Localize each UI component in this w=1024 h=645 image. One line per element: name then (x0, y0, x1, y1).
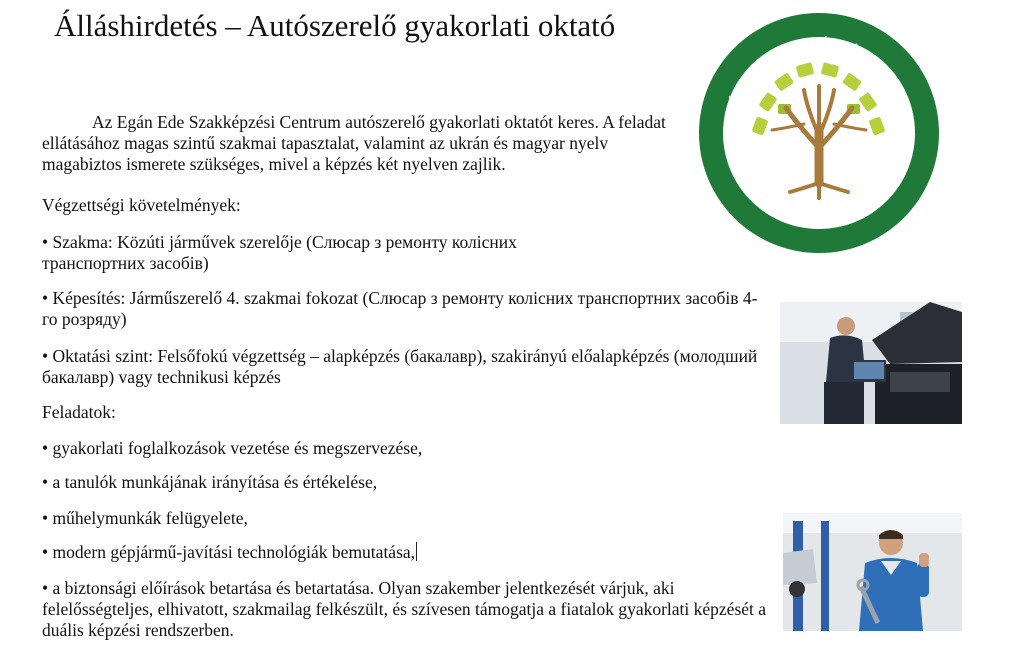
logo-top-text: EGÁN EDE SZAKKÉPZÉSI CENTRUM (722, 35, 916, 128)
requirement-item: • Képesítés: Járműszerelő 4. szakmai fokozat (Слюсар з ремонту колісних транспортних засобів 4-го розряду) (42, 288, 758, 329)
task-item: • gyakorlati foglalkozások vezetése és megszervezése, (42, 438, 423, 458)
logo-bottom-text: ПЗПО «ЦПТО ІМ. ЕГАНА ЕДЕ» (739, 155, 899, 216)
task-item[interactable] (42, 542, 417, 563)
task-item-text: • modern gépjármű-javítási technológiák bemutatása, (42, 542, 416, 562)
mechanic-thumbs-up-photo (783, 513, 962, 631)
task-item: • a tanulók munkájának irányítása és értékelése, (42, 472, 378, 492)
requirement-item: • Szakma: Közúti járművek szerelője (Слюсар з ремонту колісних транспортних засобів) (42, 232, 517, 273)
school-logo (694, 8, 944, 258)
task-item: • műhelymunkák felügyelete, (42, 508, 248, 528)
intro-paragraph: Az Egán Ede Szakképzési Centrum autószerelő gyakorlati oktatót keres. A feladat ellátásához magas szintű szakmai tapasztalat, valamint az ukrán és magyar nyelv magabiztos ismerete szükséges, mivel a képzés két nyelven zajlik. (42, 112, 666, 174)
requirements-heading: Végzettségi követelmények: (42, 195, 241, 215)
mechanic-laptop-photo (780, 302, 962, 424)
page-title: Álláshirdetés – Autószerelő gyakorlati oktató (54, 8, 616, 43)
tasks-heading: Feladatok: (42, 402, 116, 422)
task-item: • a biztonsági előírások betartása és betartatása. Olyan szakember jelentkezését várjuk, aki felelősségteljes, elhivatott, szakmailag felkészült, és szívesen támogatja a fiatalok gyakorlati képzését a duális képzési rendszerben. (42, 578, 767, 640)
requirement-item: • Oktatási szint: Felsőfokú végzettség – alapképzés (бакалавр), szakirányú előalapképzés (молодший бакалавр) vagy technikusi képzés (42, 346, 758, 387)
text-cursor (416, 542, 417, 561)
